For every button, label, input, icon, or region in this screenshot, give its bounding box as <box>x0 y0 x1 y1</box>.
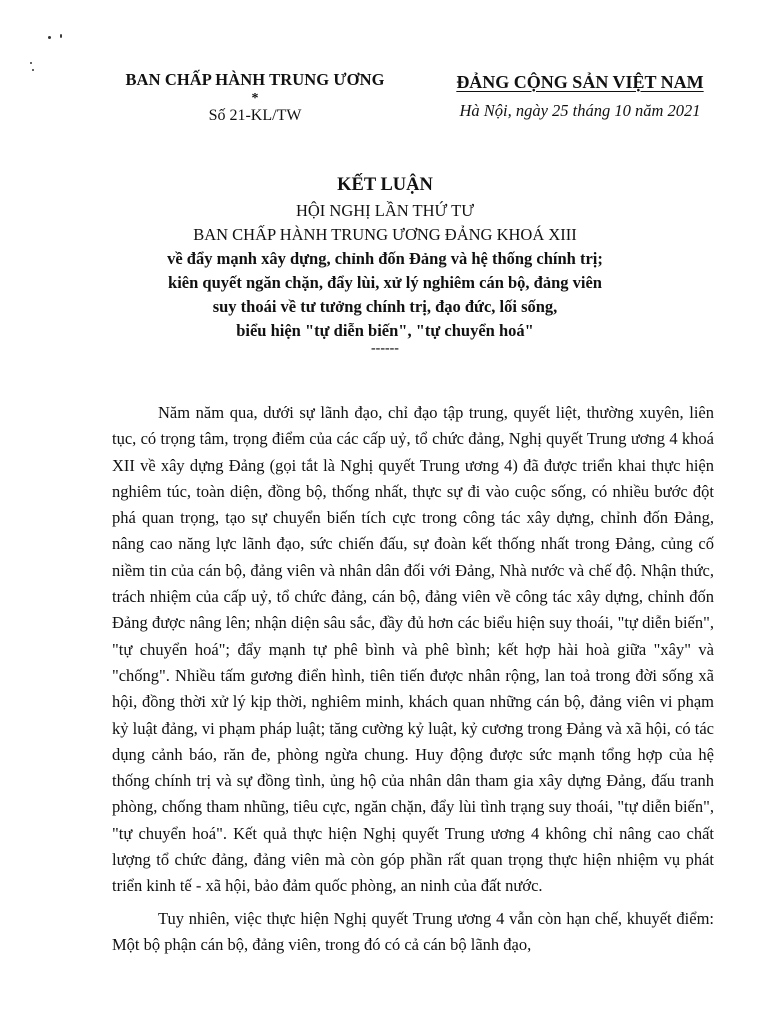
body-paragraph-2: Tuy nhiên, việc thực hiện Nghị quyết Trung ương 4 vẫn còn hạn chế, khuyết điểm: Một bộ phận cán bộ, đảng viên, trong đó có cả cán bộ lãnh đạo, <box>112 908 714 954</box>
scan-speck <box>60 34 62 38</box>
document-title: KẾT LUẬN <box>337 175 433 195</box>
place-date: Hà Nội, ngày 25 tháng 10 năm 2021 <box>459 101 701 120</box>
subject-line-1: về đẩy mạnh xây dựng, chỉnh đốn Đảng và hệ thống chính trị; <box>167 249 603 268</box>
scan-speck <box>48 36 51 39</box>
subject-line-3: suy thoái về tư tưởng chính trị, đạo đức, lối sống, <box>212 297 558 316</box>
scan-speck <box>30 62 32 64</box>
party-block <box>430 72 730 121</box>
subject-line-4: biểu hiện "tự diễn biến", "tự chuyển hoá" <box>236 321 534 340</box>
title-line-2: BAN CHẤP HÀNH TRUNG ƯƠNG ĐẢNG KHOÁ XIII <box>193 225 577 244</box>
title-line-1: HỘI NGHỊ LẦN THỨ TƯ <box>295 201 475 220</box>
subject-line-2: kiên quyết ngăn chặn, đẩy lùi, xử lý nghiêm cán bộ, đảng viên <box>168 273 602 292</box>
party-name: ĐẢNG CỘNG SẢN VIỆT NAM <box>456 72 704 92</box>
issuer-name: BAN CHẤP HÀNH TRUNG ƯƠNG <box>125 70 385 89</box>
issuer-star: * <box>251 91 259 106</box>
document-body <box>112 400 714 964</box>
scan-speck <box>32 69 34 71</box>
issuer-block <box>100 70 410 125</box>
body-paragraph-1: Năm năm qua, dưới sự lãnh đạo, chỉ đạo tập trung, quyết liệt, thường xuyên, liên tục, có trọng tâm, trọng điểm của các cấp uỷ, tổ chức đảng, Nghị quyết Trung ương 4 khoá XII về xây dựng Đảng (gọi tắt là Nghị quyết Trung ương 4) đã được triển khai thực hiện nghiêm túc, toàn diện, đồng bộ, thống nhất, thực sự đi vào cuộc sống, có nhiều bước đột phá quan trọng, tạo sự chuyển biến tích cực trong công tác xây dựng, chỉnh đốn Đảng, nâng cao năng lực lãnh đạo, sức chiến đấu, sự đoàn kết thống nhất trong Đảng, củng cố niềm tin của cán bộ, đảng viên và nhân dân đối với Đảng, Nhà nước và chế độ. Nhận thức, trách nhiệm của cấp uỷ, tổ chức đảng, cán bộ, đảng viên về công tác xây dựng, chỉnh đốn Đảng được nâng lên; nhận diện sâu sắc, đầy đủ hơn các biểu hiện suy thoái, "tự diễn biến", "tự chuyển hoá"; đẩy mạnh tự phê bình và phê bình; kết hợp hài hoà giữa "xây" và "chống". Nhiều tấm gương điển hình, tiên tiến được nhân rộng, lan toả trong đời sống xã hội, đồng thời xử lý kịp thời, nghiêm minh, khách quan những cán bộ, đảng viên vi phạm kỷ luật đảng, vi phạm pháp luật; tăng cường kỷ luật, kỷ cương trong Đảng và xã hội, có tác dụng cảnh báo, răn đe, phòng ngừa chung. Huy động được sức mạnh tổng hợp của hệ thống chính trị và sự đồng tình, ủng hộ của nhân dân tham gia xây dựng Đảng, đấu tranh phòng, chống tham nhũng, tiêu cực, ngăn chặn, đẩy lùi tình trạng suy thoái, "tự diễn biến", "tự chuyển hoá". Kết quả thực hiện Nghị quyết Trung ương 4 không chỉ nâng cao chất lượng tổ chức đảng, đảng viên mà còn góp phần rất quan trọng thực hiện nhiệm vụ phát triển kinh tế - xã hội, bảo đảm quốc phòng, an ninh của đất nước. <box>112 403 714 896</box>
document-number: Số 21-KL/TW <box>208 107 302 124</box>
title-separator: ------ <box>371 341 399 356</box>
document-title-block <box>80 175 690 355</box>
